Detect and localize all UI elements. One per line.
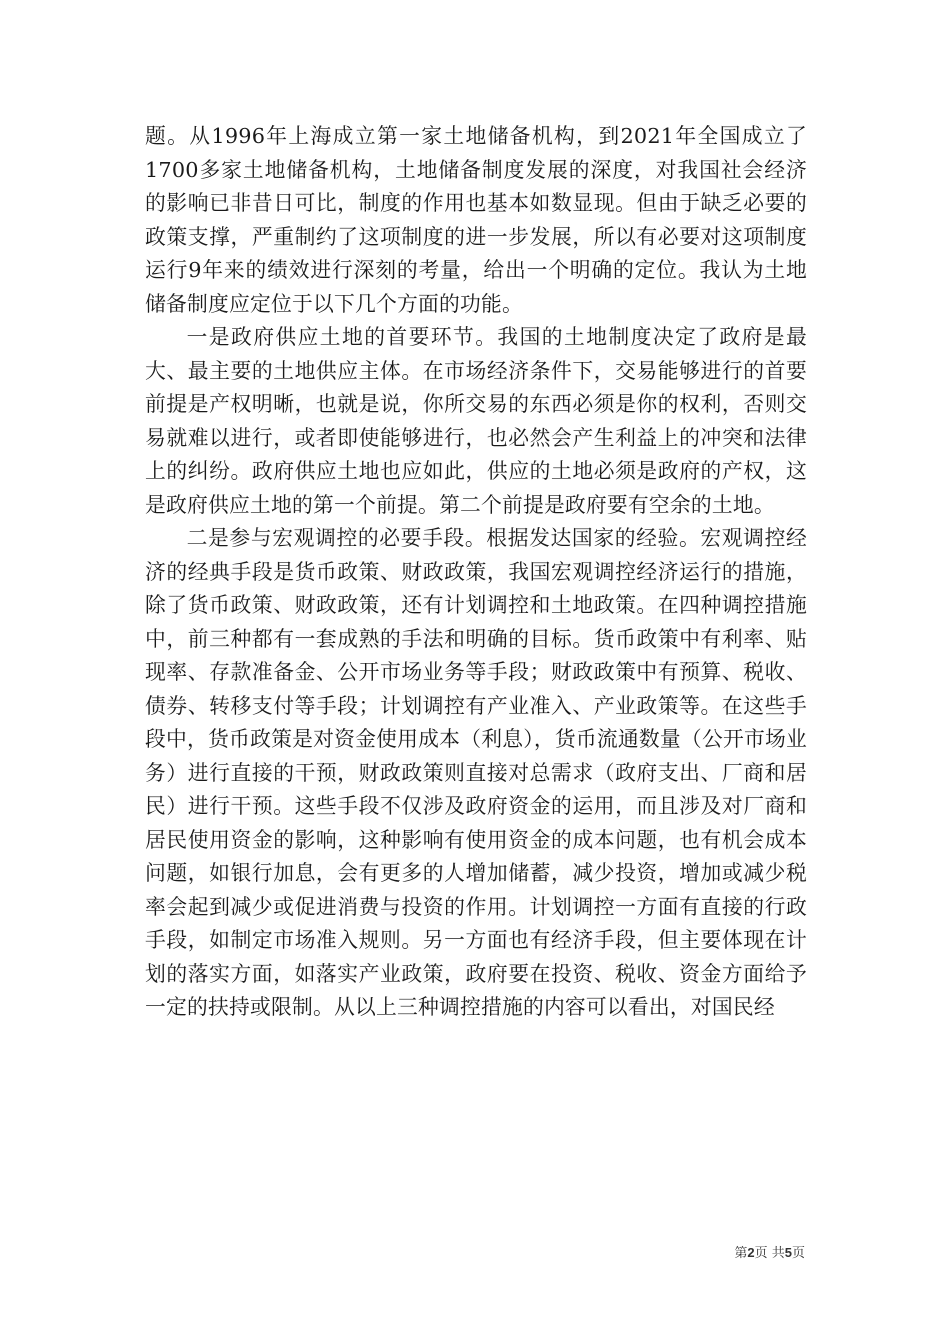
footer-prefix: 第: [734, 1246, 748, 1261]
page-footer: [734, 1245, 805, 1262]
paragraph-3: 二是参与宏观调控的必要手段。根据发达国家的经验。宏观调控经济的经典手段是货币政策、财政政策，我国宏观调控经济运行的措施，除了货币政策、财政政策，还有计划调控和土地政策。在四种调控措施中，前三种都有一套成熟的手法和明确的目标。货币政策中有利率、贴现率、存款准备金、公开市场业务等手段；财政政策中有预算、税收、债券、转移支付等手段；计划调控有产业准入、产业政策等。在这些手段中，货币政策是对资金使用成本（利息），货币流通数量（公开市场业务）进行直接的干预，财政政策则直接对总需求（政府支出、厂商和居民）进行干预。这些手段不仅涉及政府资金的运用，而且涉及对厂商和居民使用资金的影响，这种影响有使用资金的成本问题，也有机会成本问题，如银行加息，会有更多的人增加储蓄，减少投资，增加或减少税率会起到减少或促进消费与投资的作用。计划调控一方面有直接的行政手段，如制定市场准入规则。另一方面也有经济手段，但主要体现在计划的落实方面，如落实产业政策，政府要在投资、税收、资金方面给予一定的扶持或限制。从以上三种调控措施的内容可以看出，对国民经: [145, 526, 807, 1019]
total-page-number: 5: [784, 1245, 792, 1260]
current-page-number: 2: [747, 1245, 755, 1260]
paragraph-1: 题。从1996年上海成立第一家土地储备机构，到2021年全国成立了1700多家土地储备机构，土地储备制度发展的深度，对我国社会经济的影响已非昔日可比，制度的作用也基本如数显现。但由于缺乏必要的政策支撑，严重制约了这项制度的进一步发展，所以有必要对这项制度运行9年来的绩效进行深刻的考量，给出一个明确的定位。我认为土地储备制度应定位于以下几个方面的功能。: [145, 124, 807, 316]
footer-middle: 页 共: [754, 1246, 785, 1261]
paragraph-2: 一是政府供应土地的首要环节。我国的土地制度决定了政府是最大、最主要的土地供应主体。在市场经济条件下，交易能够进行的首要前提是产权明晰，也就是说，你所交易的东西必须是你的权利，否则交易就难以进行，或者即使能够进行，也必然会产生利益上的冲突和法律上的纠纷。政府供应土地也应如此，供应的土地必须是政府的产权，这是政府供应土地的第一个前提。第二个前提是政府要有空余的土地。: [145, 325, 807, 517]
footer-suffix: 页: [791, 1246, 805, 1261]
document-body: [145, 120, 807, 1025]
